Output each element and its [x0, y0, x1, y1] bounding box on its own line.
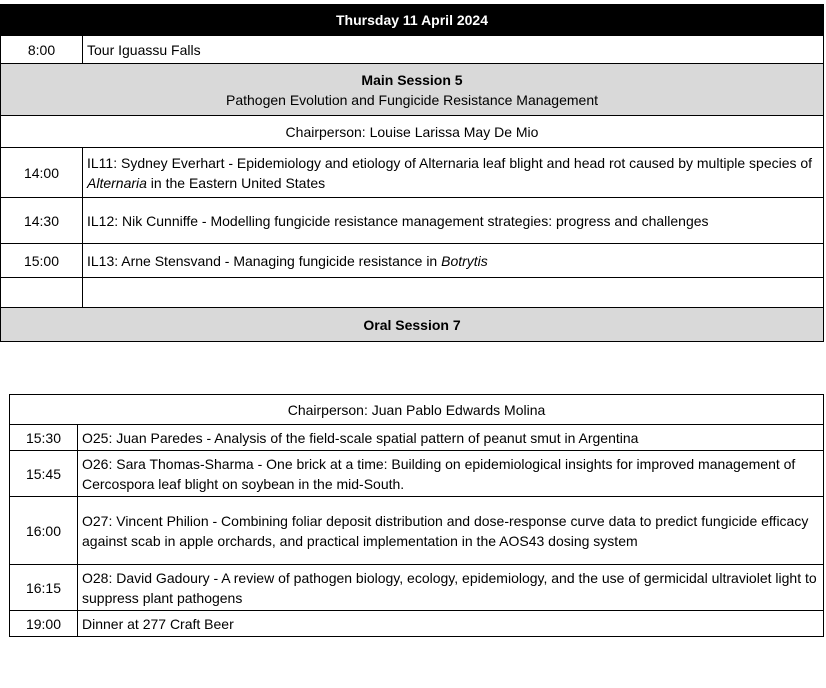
table-row [10, 451, 824, 497]
time-cell: 19:00 [10, 611, 78, 637]
table-row [1, 36, 824, 64]
time-cell: 15:30 [10, 425, 78, 451]
time-cell: 16:15 [10, 565, 78, 611]
day-header-row [1, 5, 824, 36]
empty-row [1, 278, 824, 308]
table-row [10, 425, 824, 451]
table-row [10, 565, 824, 611]
main-session-subtitle: Pathogen Evolution and Fungicide Resistance Management [225, 91, 599, 108]
talk-cell: O28: David Gadoury - A review of pathogen biology, ecology, epidemiology, and the use of germicidal ultraviolet light to suppress plant pathogens [78, 565, 824, 611]
oral-session-title: Oral Session 7 [1, 308, 824, 342]
time-cell: 14:00 [1, 148, 83, 198]
table-row [10, 611, 824, 637]
event-cell: Dinner at 277 Craft Beer [78, 611, 824, 637]
talk-cell: IL13: Arne Stensvand - Managing fungicide resistance in Botrytis [83, 244, 824, 278]
talk-cell: O25: Juan Paredes - Analysis of the field-scale spatial pattern of peanut smut in Argentina [78, 425, 824, 451]
time-cell: 16:00 [10, 497, 78, 565]
talk-cell: O27: Vincent Philion - Combining foliar deposit distribution and dose-response curve data to predict fungicide efficacy against scab in apple orchards, and practical implementation in the AOS43 dosing system [78, 497, 824, 565]
time-cell: 14:30 [1, 198, 83, 244]
table-row [10, 497, 824, 565]
main-session-title: Main Session 5 [361, 71, 463, 88]
chairperson-1: Chairperson: Louise Larissa May De Mio [1, 116, 824, 148]
chair-row [1, 116, 824, 148]
time-cell: 8:00 [1, 36, 83, 64]
time-cell: 15:45 [10, 451, 78, 497]
schedule-table-main [0, 4, 824, 342]
chairperson-2: Chairperson: Juan Pablo Edwards Molina [10, 395, 824, 425]
talk-cell: IL12: Nik Cunniffe - Modelling fungicide resistance management strategies: progress and challenges [83, 198, 824, 244]
oral-session-row [1, 308, 824, 342]
event-cell: Tour Iguassu Falls [83, 36, 824, 64]
chair-row [10, 395, 824, 425]
day-header: Thursday 11 April 2024 [1, 5, 824, 36]
talk-cell: IL11: Sydney Everhart - Epidemiology and etiology of Alternaria leaf blight and head rot caused by multiple species of Alternaria in the Eastern United States [83, 148, 824, 198]
time-cell: 15:00 [1, 244, 83, 278]
table-row [1, 198, 824, 244]
table-row [1, 148, 824, 198]
talk-cell: O26: Sara Thomas-Sharma - One brick at a time: Building on epidemiological insights for improved management of Cercospora leaf blight on soybean in the mid-South. [78, 451, 824, 497]
main-session-row [1, 64, 824, 116]
table-row [1, 244, 824, 278]
schedule-table-oral [9, 394, 824, 637]
